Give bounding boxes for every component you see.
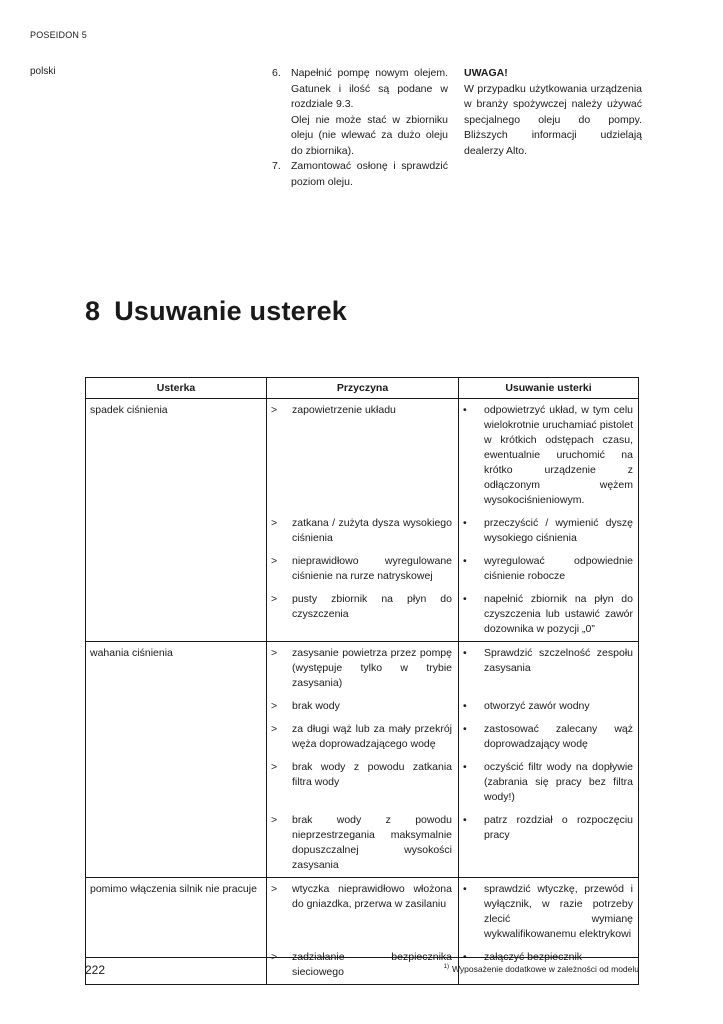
bullet-marker: • <box>463 700 467 712</box>
footer-divider <box>85 957 639 958</box>
cause-marker: > <box>271 647 278 659</box>
cause-cell <box>267 512 459 550</box>
remedy-text: odpowietrzyć układ, w tym celu wielokrotnie uruchamiać pistolet w krótkich odstępach czasu, ewentualnie uruchomić na krótko urządzenie z odłączonym wężem wysokociśnieniowym. <box>484 404 633 506</box>
cause-marker: > <box>271 593 278 605</box>
step-7 <box>272 159 448 190</box>
cause-cell <box>267 878 459 946</box>
header-remedy: Usuwanie usterki <box>505 382 592 394</box>
cause-cell <box>267 695 459 718</box>
remedy-cell <box>459 642 638 695</box>
cause-text: brak wody z powodu nieprzestrzegania maksymalnie dopuszczalnej wysokości zasysania <box>292 814 452 871</box>
bullet-marker: • <box>463 723 467 735</box>
fault-cell: wahania ciśnienia <box>86 642 267 877</box>
cause-marker: > <box>271 404 278 416</box>
remedy-text: oczyścić filtr wody na dopływie (zabrania się pracy bez filtra wody!) <box>484 761 633 803</box>
cause-text: za długi wąż lub za mały przekrój węża doprowadzającego wodę <box>292 723 452 750</box>
fault-cell: pomimo włączenia silnik nie pracuje <box>86 878 267 984</box>
cause-marker: > <box>271 883 278 895</box>
table-header <box>86 378 638 399</box>
warning-body: W przypadku użytkowania urządzenia w branży spożywczej należy używać specjalnego oleju do pompy. Bliższych informacji udzielają dealerzy Alto. <box>464 82 642 157</box>
cause-text: zasysanie powietrza przez pompę (występuje tylko w trybie zasysania) <box>292 647 452 689</box>
table-row <box>267 588 638 641</box>
cause-marker: > <box>271 761 278 773</box>
table-row-group <box>86 399 638 642</box>
warning-note <box>464 66 642 159</box>
step-number: 7. <box>272 160 281 172</box>
bullet-marker: • <box>463 404 467 416</box>
bullet-marker: • <box>463 814 467 826</box>
cause-cell <box>267 946 459 984</box>
cause-marker: > <box>271 517 278 529</box>
bullet-marker: • <box>463 647 467 659</box>
language-label: polski <box>30 66 56 77</box>
cause-cell <box>267 718 459 756</box>
remedy-text: Sprawdzić szczelność zespołu zasysania <box>484 647 633 674</box>
remedy-cell <box>459 512 638 550</box>
cause-text: wtyczka nieprawidłowo włożona do gniazdka, przerwa w zasilaniu <box>292 883 452 910</box>
table-row-group <box>86 642 638 878</box>
step-text: Olej nie może stać w zbiorniku oleju (nie wlewać za dużo oleju do zbiornika). <box>291 113 448 157</box>
section-number: 8 <box>85 296 101 326</box>
remedy-cell <box>459 550 638 588</box>
table-body <box>86 399 638 984</box>
cause-cell <box>267 550 459 588</box>
cause-text: zapowietrzenie układu <box>292 404 396 416</box>
remedy-text: patrz rozdział o rozpoczęciu pracy <box>484 814 633 841</box>
footnote-text: Wyposażenie dodatkowe w zależności od modelu <box>451 964 639 974</box>
step-text: Napełnić pompę nowym olejem. Gatunek i ilość są podane w rozdziale 9.3. <box>291 67 448 110</box>
running-header: POSEIDON 5 <box>30 30 88 40</box>
table-row <box>267 809 638 877</box>
cause-marker: > <box>271 814 278 826</box>
cause-text: brak wody <box>292 700 340 712</box>
step-text: Zamontować osłonę i sprawdzić poziom oleju. <box>291 160 448 188</box>
cause-text: zatkana / zużyta dysza wysokiego ciśnienia <box>292 517 452 544</box>
page-number: 222 <box>85 963 106 977</box>
bullet-marker: • <box>463 761 467 773</box>
remedy-cell <box>459 588 638 641</box>
step-number: 6. <box>272 67 281 79</box>
cause-marker: > <box>271 700 278 712</box>
cause-text: brak wody z powodu zatkania filtra wody <box>292 761 452 788</box>
troubleshooting-table <box>85 377 639 985</box>
cause-text: zadziałanie bezpiecznika sieciowego <box>292 951 452 978</box>
bullet-marker: • <box>463 951 467 963</box>
footnote-mark: 1) <box>443 964 449 971</box>
remedy-cell <box>459 718 638 756</box>
remedy-text: napełnić zbiornik na płyn do czyszczenia lub ustawić zawór dozownika w pozycji „0” <box>484 593 633 635</box>
remedy-text: załączyć bezpiecznik <box>484 951 583 963</box>
remedy-text: zastosować zalecany wąż doprowadzający wodę <box>484 723 633 750</box>
remedy-cell <box>459 756 638 809</box>
header-cause: Przyczyna <box>267 378 459 398</box>
remedy-text: otworzyć zawór wodny <box>484 700 590 712</box>
bullet-marker: • <box>463 593 467 605</box>
remedy-cell <box>459 878 638 946</box>
step-6 <box>272 66 448 159</box>
table-row <box>267 695 638 718</box>
remedy-text: przeczyścić / wymienić dyszę wysokiego ciśnienia <box>484 517 633 544</box>
table-row <box>267 550 638 588</box>
header-fault: Usterka <box>86 378 267 398</box>
remedy-text: wyregulować odpowiednie ciśnienie robocze <box>484 555 633 582</box>
footnote <box>444 964 639 974</box>
cause-text: pusty zbiornik na płyn do czyszczenia <box>292 593 452 620</box>
cause-marker: > <box>271 555 278 567</box>
bullet-marker: • <box>463 555 467 567</box>
fault-cell: spadek ciśnienia <box>86 399 267 641</box>
procedure-steps <box>272 66 448 190</box>
cause-cell <box>267 809 459 877</box>
bullet-marker: • <box>463 883 467 895</box>
cause-cell <box>267 756 459 809</box>
table-row <box>267 756 638 809</box>
warning-title: UWAGA! <box>464 67 508 79</box>
cause-cell <box>267 588 459 641</box>
table-row <box>267 512 638 550</box>
remedy-text: sprawdzić wtyczkę, przewód i wyłącznik, w razie potrzeby zlecić wymianę wykwalifikowanemu elektrykowi <box>484 883 633 940</box>
cause-cell <box>267 399 459 512</box>
table-row <box>267 642 638 695</box>
table-row <box>267 718 638 756</box>
cause-text: nieprawidłowo wyregulowane ciśnienie na rurze natryskowej <box>292 555 452 582</box>
bullet-marker: • <box>463 517 467 529</box>
remedy-cell <box>459 695 638 718</box>
cause-cell <box>267 642 459 695</box>
section-title: Usuwanie usterek <box>114 296 348 326</box>
section-heading <box>85 296 347 327</box>
cause-marker: > <box>271 723 278 735</box>
remedy-cell <box>459 399 638 512</box>
remedy-cell <box>459 809 638 877</box>
table-row <box>267 399 638 512</box>
table-row <box>267 878 638 946</box>
cause-marker: > <box>271 951 278 963</box>
